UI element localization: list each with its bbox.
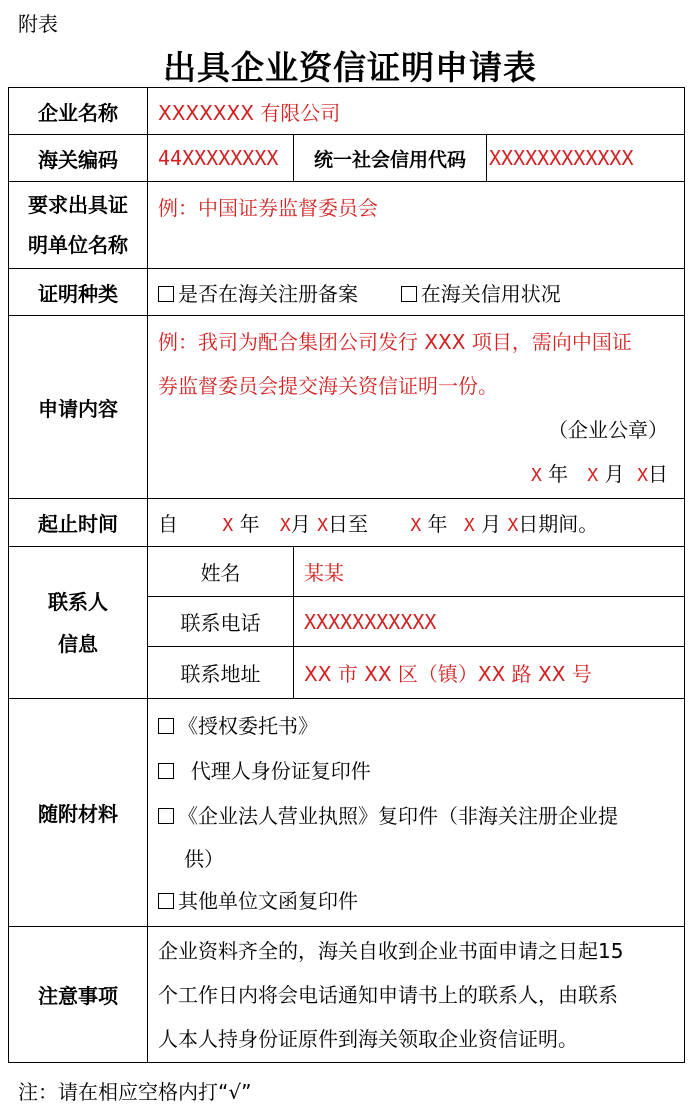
period-day2-end: 日期间。 — [518, 512, 599, 536]
attachment-item — [148, 749, 684, 794]
period-year2: 年 — [427, 512, 448, 536]
contact-address-value[interactable]: XX 市 XX 区（镇）XX 路 XX 号 — [294, 647, 685, 699]
credit-code-value[interactable]: XXXXXXXXXXXX — [487, 135, 685, 182]
certificate-type-options — [148, 269, 685, 316]
period-value[interactable] — [148, 499, 685, 547]
customs-code-value[interactable]: 44XXXXXXXX — [148, 135, 294, 182]
checkbox-agent-id[interactable] — [158, 763, 174, 779]
attachment-item3-line1: 《企业法人营业执照》复印件（非海关注册企业提 — [178, 804, 618, 828]
contact-phone-value[interactable]: XXXXXXXXXXX — [294, 597, 685, 647]
customs-code-label: 海关编码 — [9, 135, 148, 182]
checkbox-customs-credit[interactable] — [401, 286, 417, 302]
footer-note: 注：请在相应空格内打“√” — [18, 1080, 252, 1104]
issuer-label-line2: 明单位名称 — [28, 233, 128, 257]
row-certificate-type — [9, 269, 685, 316]
period-x1: X — [222, 515, 234, 536]
period-x6: X — [507, 515, 519, 536]
period-x3: X — [317, 515, 328, 536]
application-form-table — [8, 87, 685, 1063]
attachment-item1: 《授权委托书》 — [178, 714, 318, 738]
application-content[interactable] — [148, 316, 685, 499]
notes-line3: 人本人持身份证原件到海关领取企业资信证明。 — [158, 1027, 578, 1051]
issuer-value[interactable]: 例：中国证券监督委员会 — [148, 182, 685, 269]
option-customs-registration: 是否在海关注册备案 — [178, 281, 358, 306]
attachment-item — [148, 794, 684, 839]
attachment-item — [148, 879, 684, 924]
period-month2: 月 — [481, 512, 502, 536]
row-contact-name — [9, 547, 685, 597]
issuer-label-line1: 要求出具证 — [28, 193, 128, 217]
period-x4: X — [410, 515, 422, 536]
row-company-name — [9, 88, 685, 135]
application-text-line2: 券监督委员会提交海关资信证明一份。 — [158, 374, 498, 398]
contact-info-label — [9, 547, 148, 699]
certificate-type-label: 证明种类 — [9, 269, 148, 316]
period-x5: X — [463, 515, 475, 536]
date-month-x: X — [587, 465, 599, 486]
row-customs-code — [9, 135, 685, 182]
attachment-item3-line2: 供） — [184, 847, 224, 871]
contact-phone-label: 联系电话 — [148, 597, 294, 647]
notes-line2: 个工作日内将会电话通知申请书上的联系人，由联系 — [158, 983, 618, 1007]
period-day1-to: 日至 — [327, 512, 368, 536]
contact-address-label: 联系地址 — [148, 647, 294, 699]
date-day-x: X — [637, 465, 648, 486]
option-customs-credit: 在海关信用状况 — [420, 281, 561, 306]
company-name-value[interactable]: XXXXXXX 有限公司 — [148, 88, 685, 135]
period-year1: 年 — [239, 512, 260, 536]
contact-name-label: 姓名 — [148, 547, 294, 597]
date-month-label: 月 — [604, 462, 625, 486]
checkbox-customs-registration[interactable] — [158, 286, 174, 302]
row-notes — [9, 927, 685, 1063]
application-date — [148, 452, 684, 498]
credit-code-label: 统一社会信用代码 — [294, 135, 487, 182]
attachment-item — [148, 704, 684, 749]
attachments-label: 随附材料 — [9, 699, 148, 927]
period-from: 自 — [158, 512, 178, 536]
attachment-label: 附表 — [18, 12, 58, 36]
row-attachments — [9, 699, 685, 927]
company-seal-label: （企业公章） — [548, 418, 668, 442]
checkbox-authorization[interactable] — [158, 718, 174, 734]
notes-label: 注意事项 — [9, 927, 148, 1063]
attachments-list — [148, 699, 685, 927]
period-x2: X — [279, 515, 291, 536]
checkbox-other-letters[interactable] — [158, 893, 174, 909]
contact-label-line2: 信息 — [58, 631, 98, 656]
notes-content — [148, 927, 685, 1063]
contact-name-value[interactable]: 某某 — [294, 547, 685, 597]
attachment-item2: 代理人身份证复印件 — [190, 759, 371, 783]
period-month1: 月 — [290, 512, 311, 536]
contact-label-line1: 联系人 — [48, 589, 108, 614]
period-label: 起止时间 — [9, 499, 148, 547]
checkbox-business-license[interactable] — [158, 808, 174, 824]
row-issuer — [9, 182, 685, 269]
application-label: 申请内容 — [9, 316, 148, 499]
attachment-item4: 其他单位文函复印件 — [178, 889, 358, 913]
row-application — [9, 316, 685, 499]
notes-line1: 企业资料齐全的，海关自收到企业书面申请之日起15 — [158, 939, 624, 963]
date-year-x: X — [530, 465, 542, 486]
application-text-line1: 例：我司为配合集团公司发行 XXX 项目，需向中国证 — [158, 330, 632, 354]
date-day-label: 日 — [648, 462, 668, 486]
row-period — [9, 499, 685, 547]
company-name-label: 企业名称 — [9, 88, 148, 135]
form-title: 出具企业资信证明申请表 — [163, 48, 537, 87]
issuer-label — [9, 182, 148, 269]
date-year-label: 年 — [548, 462, 569, 486]
